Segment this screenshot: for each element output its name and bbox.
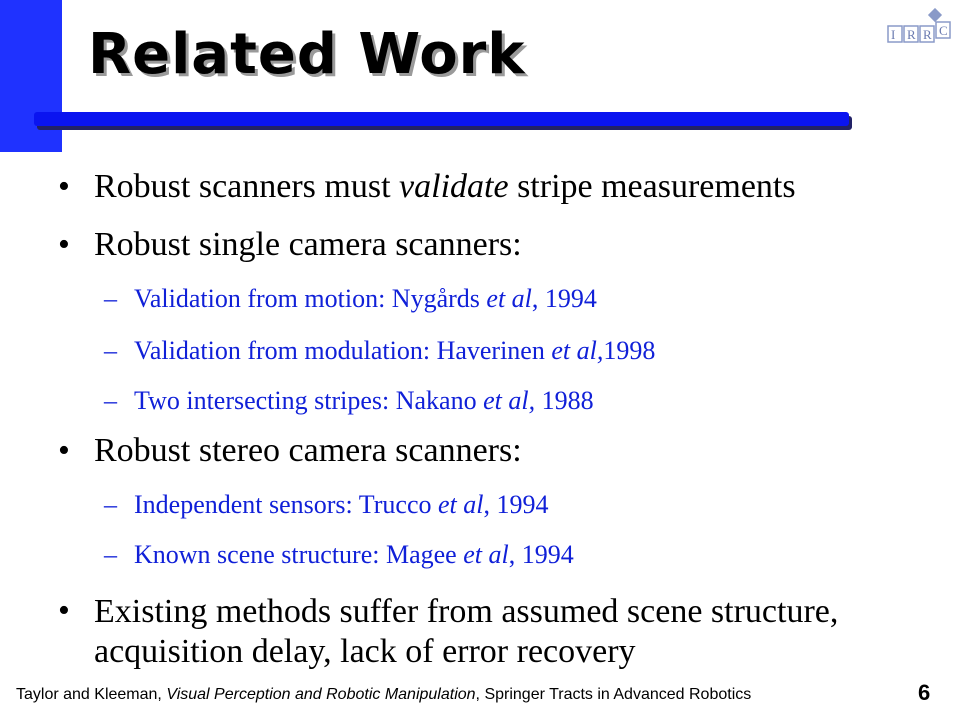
title-underline [34, 112, 849, 126]
bullet-glyph: • [58, 592, 70, 629]
slide-title: Related Work [88, 22, 526, 87]
irrc-logo-icon [886, 8, 952, 46]
bullet-glyph: • [58, 432, 70, 469]
dash-glyph: – [104, 490, 117, 519]
dash-glyph: – [104, 336, 117, 365]
svg-text:I: I [891, 27, 896, 42]
dash-glyph: – [104, 386, 117, 415]
accent-bar [0, 0, 62, 152]
slide-footer: Taylor and Kleeman, Visual Perception and Robotic Manipulation, Springer Tracts in Advanced Robotics [16, 686, 752, 703]
svg-text:R: R [923, 27, 932, 42]
svg-text:R: R [907, 27, 916, 42]
dash-glyph: – [104, 540, 117, 569]
dash-glyph: – [104, 284, 117, 313]
svg-text:C: C [939, 23, 948, 38]
page-number: 6 [918, 680, 931, 705]
bullet-glyph: • [58, 226, 70, 263]
bullet-glyph: • [58, 168, 70, 205]
